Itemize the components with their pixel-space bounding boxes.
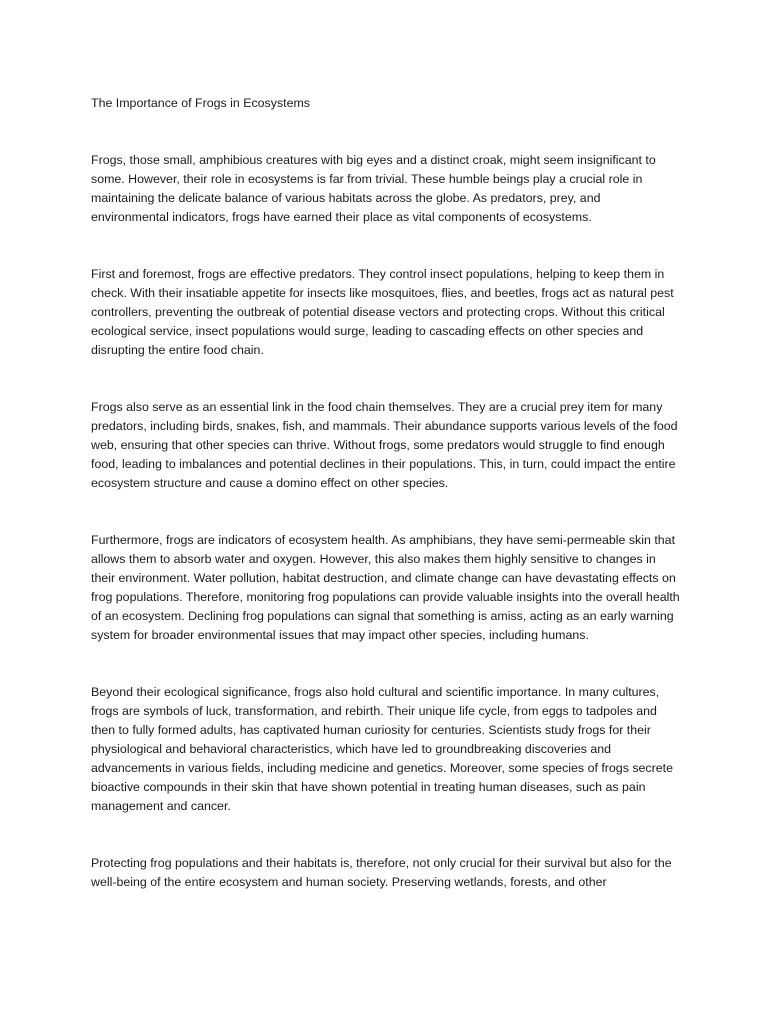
paragraph-indicators: Furthermore, frogs are indicators of ecosystem health. As amphibians, they have semi-permeable skin that allows them to absorb water and oxygen. However, this also makes them highly sensitive to changes in their environment. Water pollution, habitat destruction, and climate change can have devastating effects on frog populations. Therefore, monitoring frog populations can provide valuable insights into the overall health of an ecosystem. Declining frog populations can signal that something is amiss, acting as an early warning system for broader environmental issues that may impact other species, including humans. xyxy=(91,533,680,642)
document-title: The Importance of Frogs in Ecosystems xyxy=(91,96,310,110)
paragraph-predators: First and foremost, frogs are effective predators. They control insect populations, helping to keep them in check. With their insatiable appetite for insects like mosquitoes, flies, and beetles, frogs act as natural pest controllers, preventing the outbreak of potential disease vectors and protecting crops. Without this critical ecological service, insect populations would surge, leading to cascading effects on other species and disrupting the entire food chain. xyxy=(91,267,674,357)
document-body xyxy=(91,94,681,930)
paragraph-protection: Protecting frog populations and their habitats is, therefore, not only crucial for their survival but also for the well-being of the entire ecosystem and human society. Preserving wetlands, forests, and other xyxy=(91,856,672,889)
paragraph-prey: Frogs also serve as an essential link in the food chain themselves. They are a crucial prey item for many predators, including birds, snakes, fish, and mammals. Their abundance supports various levels of the food web, ensuring that other species can thrive. Without frogs, some predators would struggle to find enough food, leading to imbalances and potential declines in their populations. This, in turn, could impact the entire ecosystem structure and cause a domino effect on other species. xyxy=(91,400,678,490)
paragraph-cultural-scientific: Beyond their ecological significance, frogs also hold cultural and scientific importance. In many cultures, frogs are symbols of luck, transformation, and rebirth. Their unique life cycle, from eggs to tadpoles and then to fully formed adults, has captivated human curiosity for centuries. Scientists study frogs for their physiological and behavioral characteristics, which have led to groundbreaking discoveries and advancements in various fields, including medicine and genetics. Moreover, some species of frogs secrete bioactive compounds in their skin that have shown potential in treating human diseases, such as pain management and cancer. xyxy=(91,685,673,813)
paragraph-intro: Frogs, those small, amphibious creatures with big eyes and a distinct croak, might seem insignificant to some. However, their role in ecosystems is far from trivial. These humble beings play a crucial role in maintaining the delicate balance of various habitats across the globe. As predators, prey, and environmental indicators, frogs have earned their place as vital components of ecosystems. xyxy=(91,153,656,224)
